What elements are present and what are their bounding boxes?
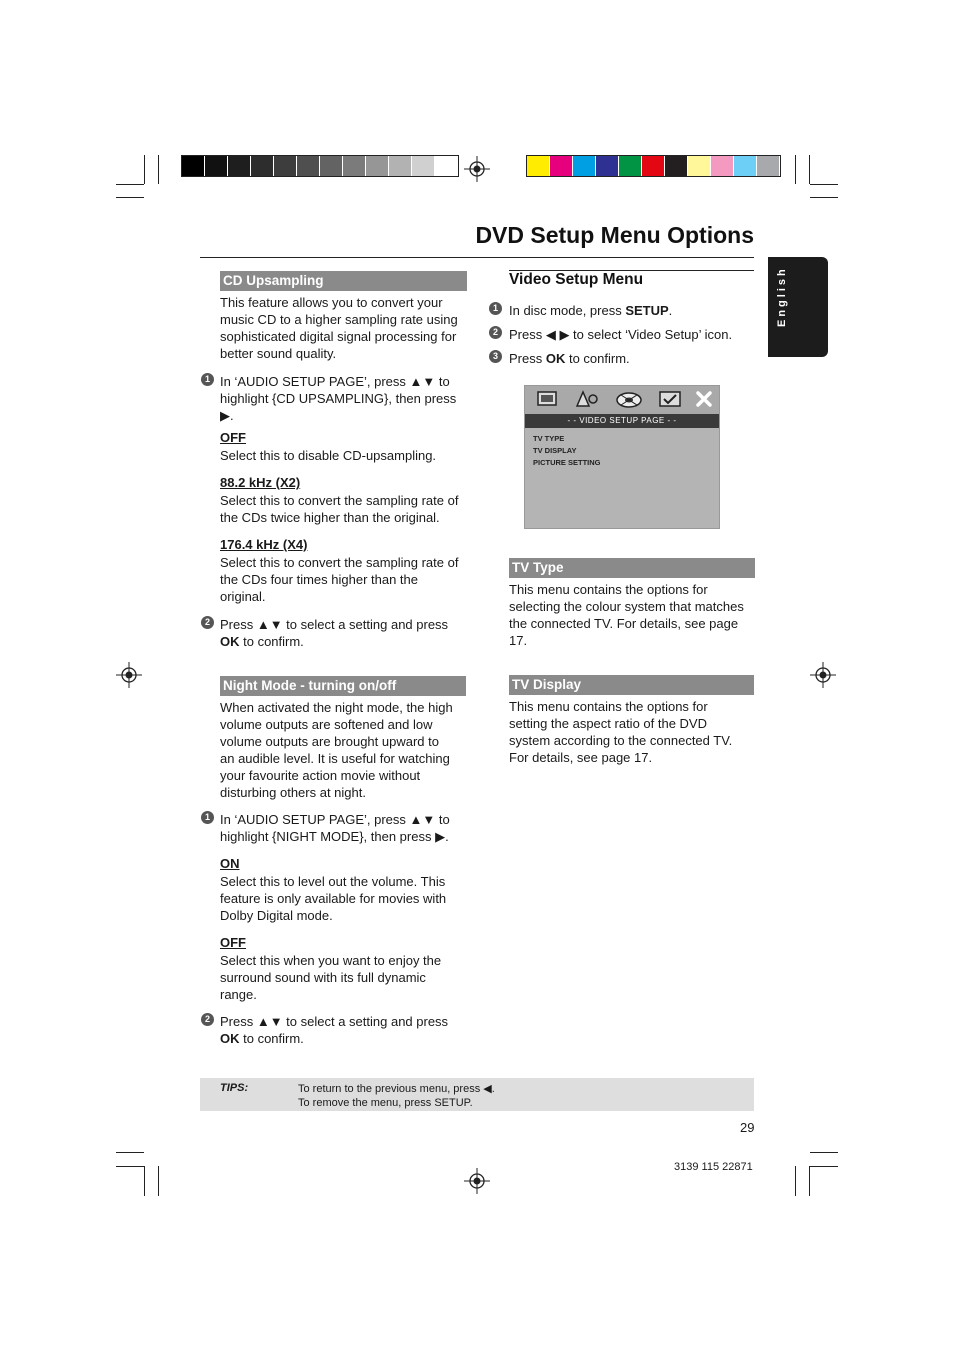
crop-mark — [810, 1152, 838, 1153]
preference-setup-icon — [659, 390, 681, 408]
color-swatch — [665, 156, 688, 176]
crop-mark — [116, 184, 144, 185]
crop-mark — [809, 155, 810, 184]
color-swatch — [251, 156, 274, 176]
crop-mark — [144, 155, 145, 184]
tips-box — [200, 1078, 754, 1111]
language-tab-label: English — [776, 266, 788, 327]
color-swatch — [550, 156, 573, 176]
registration-mark-icon — [464, 156, 490, 182]
crop-mark — [116, 197, 144, 198]
step-number-3: 3 — [489, 350, 502, 363]
tv-display-text: This menu contains the options for setting the aspect ratio of the DVD system according to the connected TV. For details, see page 17. — [509, 699, 733, 765]
video-step-2: Press ◀ ▶ to select ‘Video Setup’ icon. — [509, 327, 733, 342]
menu-item-tv-type: TV TYPE — [533, 434, 565, 443]
title-rule — [200, 257, 754, 258]
option-description: Select this to convert the sampling rate of the CDs four times higher than the original. — [220, 555, 459, 604]
option-description: Select this to level out the volume. This feature is only available for movies with Dolby Digital mode. — [220, 874, 447, 923]
crop-mark — [810, 1166, 838, 1167]
registration-mark-icon — [464, 1168, 490, 1194]
option-title: ON — [220, 856, 240, 871]
option-description: Select this when you want to enjoy the surround sound with its full dynamic range. — [220, 953, 442, 1002]
video-step-3: Press OK to confirm. — [509, 351, 630, 366]
color-swatch — [435, 156, 458, 176]
section-header-night-mode: Night Mode - turning on/off — [220, 676, 466, 696]
crop-mark — [809, 1166, 810, 1196]
video-setup-icon — [615, 389, 643, 409]
step-number-1: 1 — [201, 811, 214, 824]
cd-upsampling-step-2: Press ▲▼ to select a setting and press OK to confirm. — [220, 617, 449, 649]
option-title: 88.2 kHz (X2) — [220, 475, 301, 490]
color-swatch — [389, 156, 412, 176]
registration-mark-icon — [116, 662, 142, 688]
step-number-2: 2 — [201, 616, 214, 629]
color-swatch — [527, 156, 550, 176]
crop-mark — [810, 197, 838, 198]
color-swatch — [274, 156, 297, 176]
screen-page-title: - - VIDEO SETUP PAGE - - — [525, 414, 719, 428]
page-number: 29 — [740, 1120, 755, 1135]
color-swatch — [205, 156, 228, 176]
audio-setup-icon — [575, 390, 599, 408]
step-number-1: 1 — [201, 373, 214, 386]
section-header-tv-display: TV Display — [509, 675, 754, 695]
document-code: 3139 115 22871 — [674, 1161, 753, 1173]
tips-label: TIPS: — [220, 1082, 249, 1094]
tips-line-2: To remove the menu, press SETUP. — [298, 1097, 473, 1109]
crop-mark — [795, 1166, 796, 1196]
color-swatch — [619, 156, 642, 176]
crop-mark — [116, 1152, 144, 1153]
section-header-tv-type: TV Type — [509, 558, 755, 578]
option-description: Select this to disable CD-upsampling. — [220, 448, 437, 463]
color-swatch — [228, 156, 251, 176]
option-title: 176.4 kHz (X4) — [220, 537, 308, 552]
section-header-cd-upsampling: CD Upsampling — [220, 271, 467, 291]
registration-mark-icon — [810, 662, 836, 688]
night-mode-intro: When activated the night mode, the high volume outputs are softened and low volume outputs are brought upward to an audible level. It is useful for watching your favourite action movie without disturbing others at night. — [220, 700, 453, 800]
cd-upsampling-step-1: In ‘AUDIO SETUP PAGE’, press ▲▼ to highlight {CD UPSAMPLING}, then press ▶. — [220, 374, 457, 423]
general-setup-icon — [537, 391, 557, 407]
color-swatch — [711, 156, 734, 176]
crop-mark — [158, 155, 159, 184]
menu-item-picture-setting: PICTURE SETTING — [533, 458, 601, 467]
language-tab — [768, 257, 828, 357]
crop-mark — [795, 155, 796, 184]
crop-mark — [810, 184, 838, 185]
color-swatch — [320, 156, 343, 176]
option-title: OFF — [220, 430, 246, 445]
exit-setup-icon — [695, 390, 713, 408]
crop-mark — [158, 1166, 159, 1196]
subtitle-rule — [509, 270, 754, 271]
tv-type-text: This menu contains the options for selecting the colour system that matches the connected TV. For details, see page 17. — [509, 582, 744, 648]
color-swatch — [642, 156, 665, 176]
crop-mark — [116, 1166, 144, 1167]
color-swatch — [688, 156, 711, 176]
night-mode-step-1: In ‘AUDIO SETUP PAGE’, press ▲▼ to highlight {NIGHT MODE}, then press ▶. — [220, 812, 450, 844]
color-swatch — [412, 156, 435, 176]
page-title: DVD Setup Menu Options — [475, 222, 754, 248]
step-number-2: 2 — [201, 1013, 214, 1026]
color-swatch — [343, 156, 366, 176]
color-swatch — [366, 156, 389, 176]
menu-item-tv-display: TV DISPLAY — [533, 446, 577, 455]
crop-mark — [144, 1166, 145, 1196]
video-setup-screen — [524, 385, 720, 529]
color-swatch — [573, 156, 596, 176]
color-swatch — [757, 156, 780, 176]
grayscale-calibration-bar — [181, 155, 459, 177]
tips-line-1: To return to the previous menu, press ◀. — [298, 1083, 495, 1095]
color-swatch — [297, 156, 320, 176]
screen-icon-bar — [525, 386, 719, 414]
option-title: OFF — [220, 935, 246, 950]
video-setup-menu-title: Video Setup Menu — [509, 271, 644, 288]
color-swatch — [182, 156, 205, 176]
color-swatch — [734, 156, 757, 176]
option-description: Select this to convert the sampling rate of the CDs twice higher than the original. — [220, 493, 459, 525]
step-number-1: 1 — [489, 302, 502, 315]
color-swatch — [596, 156, 619, 176]
color-calibration-bar — [526, 155, 781, 177]
step-number-2: 2 — [489, 326, 502, 339]
video-step-1: In disc mode, press SETUP. — [509, 303, 673, 318]
night-mode-step-2: Press ▲▼ to select a setting and press OK to confirm. — [220, 1014, 449, 1046]
cd-upsampling-intro: This feature allows you to convert your music CD to a higher sampling rate using sophisticated digital signal processing for better sound quality. — [220, 295, 458, 361]
